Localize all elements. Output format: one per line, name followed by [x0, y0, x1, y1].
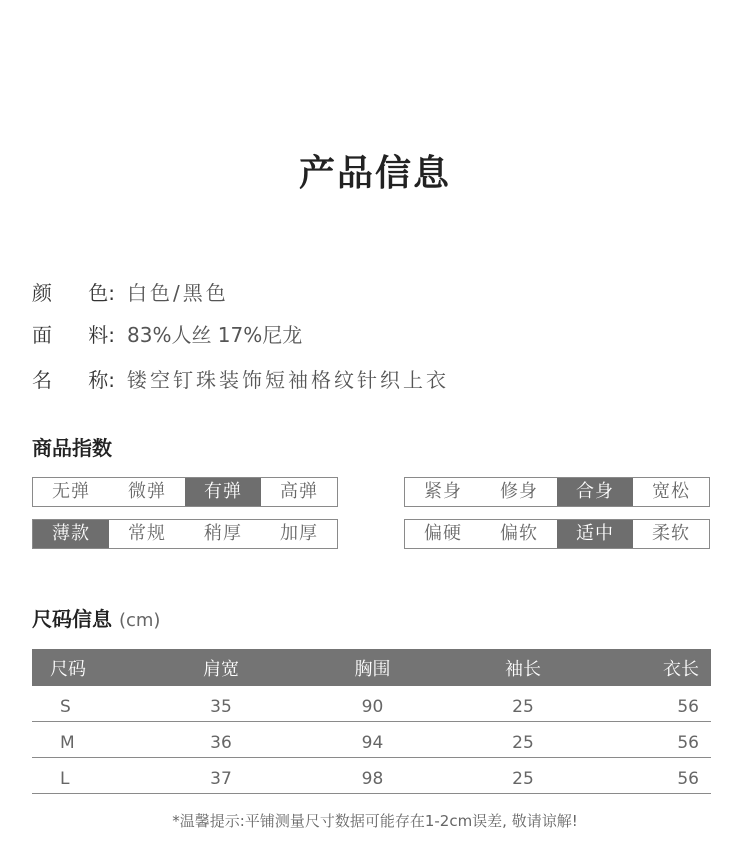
table-row — [32, 686, 711, 722]
table-row — [32, 722, 711, 758]
info-key — [32, 277, 127, 306]
info-key-char: 颜 — [32, 280, 52, 305]
index-option: 无弹 — [52, 481, 90, 502]
size-section-label: 尺码信息 — [32, 607, 112, 631]
info-key-char: 料: — [88, 322, 115, 347]
table-cell: 56 — [677, 697, 699, 717]
page-title: 产品信息 — [298, 153, 451, 194]
index-option: 柔软 — [652, 523, 690, 544]
info-key — [32, 364, 127, 393]
index-option: 偏软 — [500, 523, 538, 544]
table-cell: L — [60, 769, 70, 789]
size-section-unit: (cm) — [118, 610, 161, 631]
info-value: 镂空钉珠装饰短袖格纹针织上衣 — [127, 367, 449, 392]
header-cell: 袖长 — [505, 658, 541, 680]
index-option: 偏硬 — [424, 523, 462, 544]
table-cell: 25 — [512, 769, 534, 789]
size-section-title — [32, 603, 160, 632]
index-option: 适中 — [557, 520, 633, 548]
info-row-material — [32, 318, 302, 348]
info-key-char: 色: — [88, 280, 115, 305]
info-row-color — [32, 276, 229, 306]
header-cell: 肩宽 — [203, 658, 239, 680]
table-cell: M — [60, 733, 75, 753]
disclaimer-note: *温馨提示:平铺测量尺寸数据可能存在1-2cm误差, 敬请谅解! — [172, 812, 578, 830]
index-group-fit — [404, 477, 710, 507]
info-key — [32, 319, 127, 348]
size-table — [32, 649, 711, 794]
index-group-softness — [404, 519, 710, 549]
table-row — [32, 758, 711, 794]
index-option: 薄款 — [33, 520, 109, 548]
index-group-elasticity — [32, 477, 338, 507]
info-value: 83%人丝 17%尼龙 — [127, 322, 303, 347]
index-option: 合身 — [557, 478, 633, 506]
header-cell: 尺码 — [50, 658, 86, 680]
index-option: 高弹 — [280, 481, 318, 502]
index-option: 加厚 — [280, 523, 318, 544]
index-section-title: 商品指数 — [32, 436, 112, 460]
table-cell: 36 — [210, 733, 232, 753]
table-cell: 90 — [361, 697, 384, 717]
index-option: 修身 — [500, 481, 538, 502]
index-option: 紧身 — [424, 481, 462, 502]
index-option: 宽松 — [652, 481, 690, 502]
header-cell: 胸围 — [354, 658, 391, 680]
info-key-char: 称: — [88, 367, 115, 392]
table-cell: 35 — [210, 697, 232, 717]
index-option: 常规 — [128, 523, 166, 544]
header-cell: 衣长 — [663, 658, 699, 680]
table-cell: 37 — [210, 769, 232, 789]
table-cell: 94 — [361, 733, 384, 753]
table-cell: 98 — [361, 769, 384, 789]
index-option: 稍厚 — [204, 523, 242, 544]
index-option: 有弹 — [185, 478, 261, 506]
table-cell: 25 — [512, 697, 534, 717]
info-key-char: 面 — [32, 322, 52, 347]
info-row-name — [32, 363, 449, 393]
index-group-thickness — [32, 519, 338, 549]
table-cell: 25 — [512, 733, 534, 753]
index-option: 微弹 — [128, 481, 166, 502]
info-key-char: 名 — [32, 367, 52, 392]
table-cell: S — [60, 697, 71, 717]
info-value: 白色/黑色 — [127, 280, 229, 305]
size-table-header — [32, 649, 711, 686]
table-cell: 56 — [677, 769, 699, 789]
table-cell: 56 — [677, 733, 699, 753]
